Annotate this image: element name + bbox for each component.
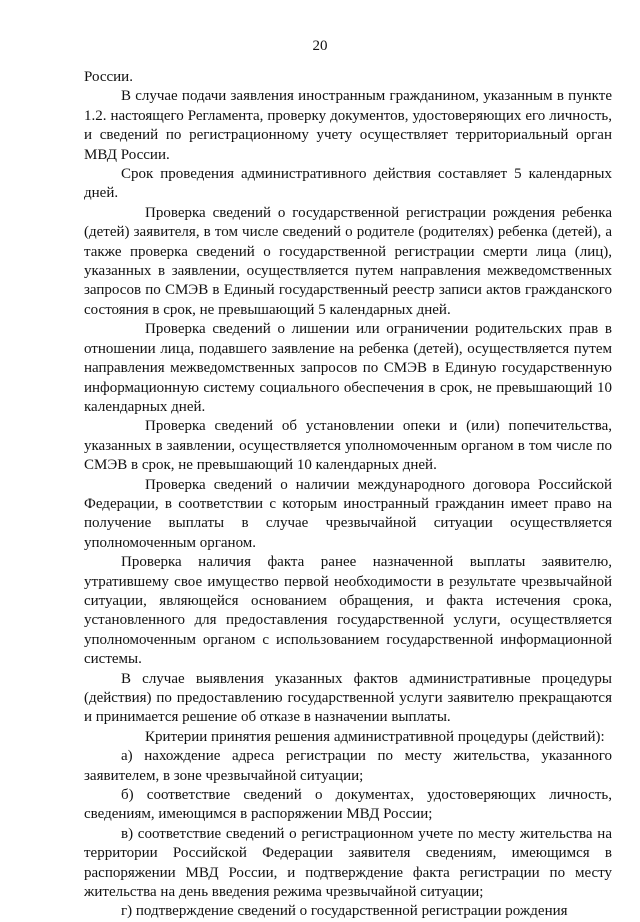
paragraph-international-treaty: Проверка сведений о наличии международного договора Российской Федерации, в соответствии с которым иностранный гражданин имеет право на получение выплаты в случае чрезвычайной ситуации осуществляется уполномоченным органом. (84, 476, 612, 551)
document-body (84, 68, 612, 922)
criteria-item-g: г) подтверждение сведений о государственной регистрации рождения (121, 903, 568, 920)
criteria-item-a: а) нахождение адреса регистрации по месту жительства, указанного заявителем, в зоне чрезвычайной ситуации; (84, 748, 612, 784)
paragraph-parental-rights: Проверка сведений о лишении или ограничении родительских прав в отношении лица, подавшего заявление на ребенка (детей), осуществляется путем направления межведомственных запросов по СМЭВ в Единую государственную информационную систему социального обеспечения в срок, не превышающий 10 календарных дней. (84, 321, 612, 415)
paragraph-continuation: России. (84, 69, 133, 85)
paragraph-guardianship: Проверка сведений об установлении опеки и (или) попечительства, указанных в заявлении, осуществляется уполномоченным органом в том числе по СМЭВ в срок, не превышающий 10 календарных дней. (84, 418, 612, 474)
paragraph-previous-payment: Проверка наличия факта ранее назначенной выплаты заявителю, утратившему свое имущество первой необходимости в результате чрезвычайной ситуации, являющейся основанием обращения, и факта истечения срока, установленного для предоставления государственной услуги, осуществляется уполномоченным органом с использованием государственной информационной системы. (84, 554, 612, 668)
paragraph-foreign-citizen: В случае подачи заявления иностранным гражданином, указанным в пункте 1.2. настоящего Регламента, проверку документов, удостоверяющих его личность, и сведений по регистрационному учету осуществляет территориальный орган МВД России. (84, 88, 612, 163)
criteria-item-v: в) соответствие сведений о регистрационном учете по месту жительства на территории Российской Федерации заявителя сведениям, имеющимся в распоряжении МВД России, и подтверждение факта регистрации по месту жительства на день введения режима чрезвычайной ситуации; (84, 825, 612, 901)
paragraph-refusal: В случае выявления указанных фактов административные процедуры (действия) по предоставлению государственной услуги заявителю прекращаются и принимается решение об отказе в назначении выплаты. (84, 670, 612, 726)
criteria-item-b: б) соответствие сведений о документах, удостоверяющих личность, сведениям, имеющимся в распоряжении МВД России; (84, 787, 612, 823)
paragraph-criteria-heading: Критерии принятия решения административной процедуры (действий): (145, 728, 605, 745)
page-number: 20 (312, 38, 328, 54)
paragraph-birth-check: Проверка сведений о государственной регистрации рождения ребенка (детей) заявителя, в том числе сведений о родителе (родителях) ребенка (детей), а также проверка сведений о государственной регистрации смерти лица (лиц), указанных в заявлении, осуществляется путем направления межведомственных запросов по СМЭВ в Единый государственный реестр записи актов гражданского состояния в срок, не превышающий 5 календарных дней. (84, 204, 612, 318)
paragraph-term: Срок проведения административного действия составляет 5 календарных дней. (84, 166, 612, 202)
